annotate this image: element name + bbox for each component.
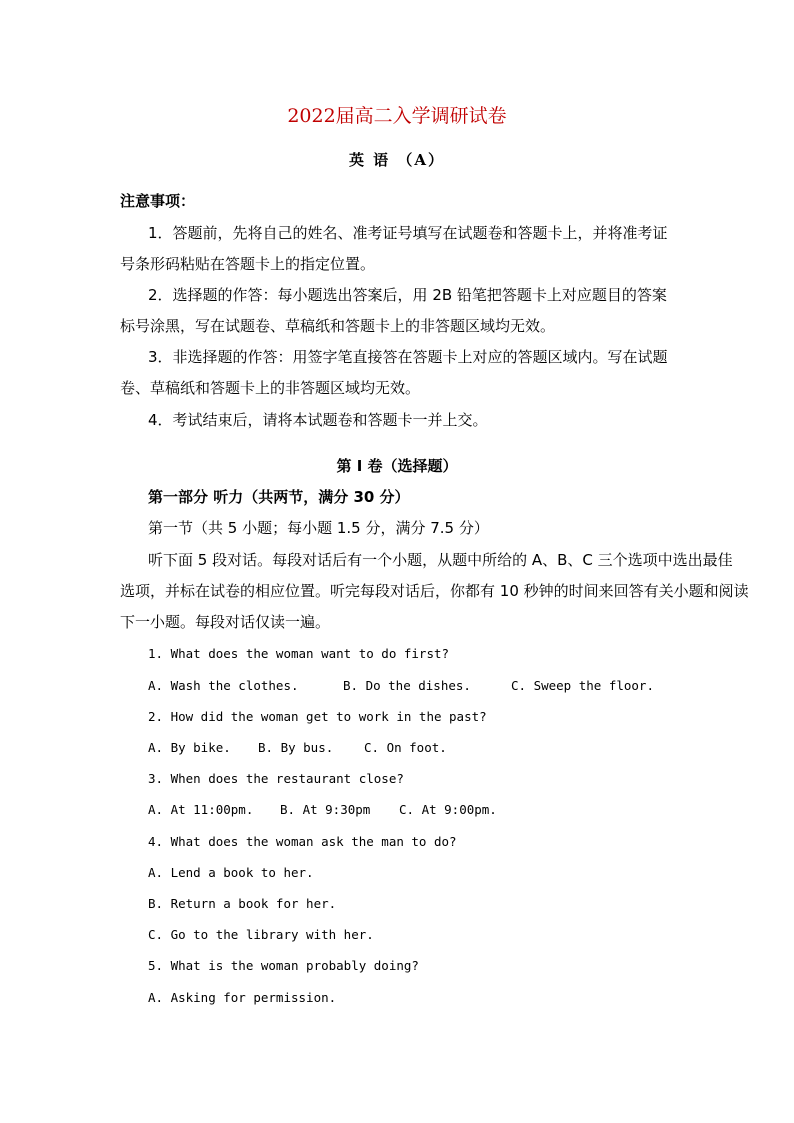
notice-line: 1．答题前，先将自己的姓名、准考证号填写在试题卷和答题卡上，并将准考证 — [148, 224, 668, 242]
exam-title: 2022届高二入学调研试卷 — [287, 105, 507, 127]
question-stem: 3. When does the restaurant close? — [148, 771, 404, 786]
notice-line: 标号涂黑，写在试题卷、草稿纸和答题卡上的非答题区域均无效。 — [120, 317, 556, 335]
notice-line: 3．非选择题的作答：用签字笔直接答在答题卡上对应的答题区域内。写在试题 — [148, 348, 668, 366]
exam-subtitle: 英 语 （A） — [348, 151, 446, 169]
notice-line: 2．选择题的作答：每小题选出答案后，用 2B 铅笔把答题卡上对应题目的答案 — [148, 286, 667, 304]
notice-heading: 注意事项： — [120, 192, 196, 210]
option-b: B. Return a book for her. — [148, 896, 337, 911]
notice-line: 卷、草稿纸和答题卡上的非答题区域均无效。 — [120, 379, 421, 397]
option-c: C. On foot. — [364, 740, 447, 755]
option-b: B. By bus. — [258, 740, 334, 755]
option-a: A. Asking for permission. — [148, 990, 337, 1005]
option-a: A. At 11:00pm. — [148, 802, 254, 817]
section-title: 第一节（共 5 小题；每小题 1.5 分，满分 7.5 分） — [148, 519, 489, 537]
option-a: A. By bike. — [148, 740, 231, 755]
question-stem: 4. What does the woman ask the man to do? — [148, 834, 457, 849]
question-stem: 5. What is the woman probably doing? — [148, 958, 419, 973]
volume-title: 第 I 卷（选择题） — [336, 457, 458, 475]
option-c: C. At 9:00pm. — [399, 802, 497, 817]
option-c: C. Sweep the floor. — [511, 678, 654, 693]
instructions-line: 听下面 5 段对话。每段对话后有一个小题，从题中所给的 A、B、C 三个选项中选出最佳 — [148, 551, 733, 569]
question-stem: 1. What does the woman want to do first? — [148, 646, 450, 661]
instructions-line: 选项，并标在试卷的相应位置。听完每段对话后，你都有 10 秒钟的时间来回答有关小题和阅读 — [120, 582, 749, 600]
option-a: A. Wash the clothes. — [148, 678, 299, 693]
option-b: B. Do the dishes. — [343, 678, 471, 693]
option-b: B. At 9:30pm — [280, 802, 371, 817]
question-stem: 2. How did the woman get to work in the past? — [148, 709, 487, 724]
notice-line: 号条形码粘贴在答题卡上的指定位置。 — [120, 255, 376, 273]
instructions-line: 下一小题。每段对话仅读一遍。 — [120, 613, 331, 631]
notice-line: 4．考试结束后，请将本试题卷和答题卡一并上交。 — [148, 411, 488, 429]
part-title: 第一部分 听力（共两节，满分 30 分） — [148, 488, 410, 506]
option-a: A. Lend a book to her. — [148, 865, 314, 880]
option-c: C. Go to the library with her. — [148, 927, 374, 942]
